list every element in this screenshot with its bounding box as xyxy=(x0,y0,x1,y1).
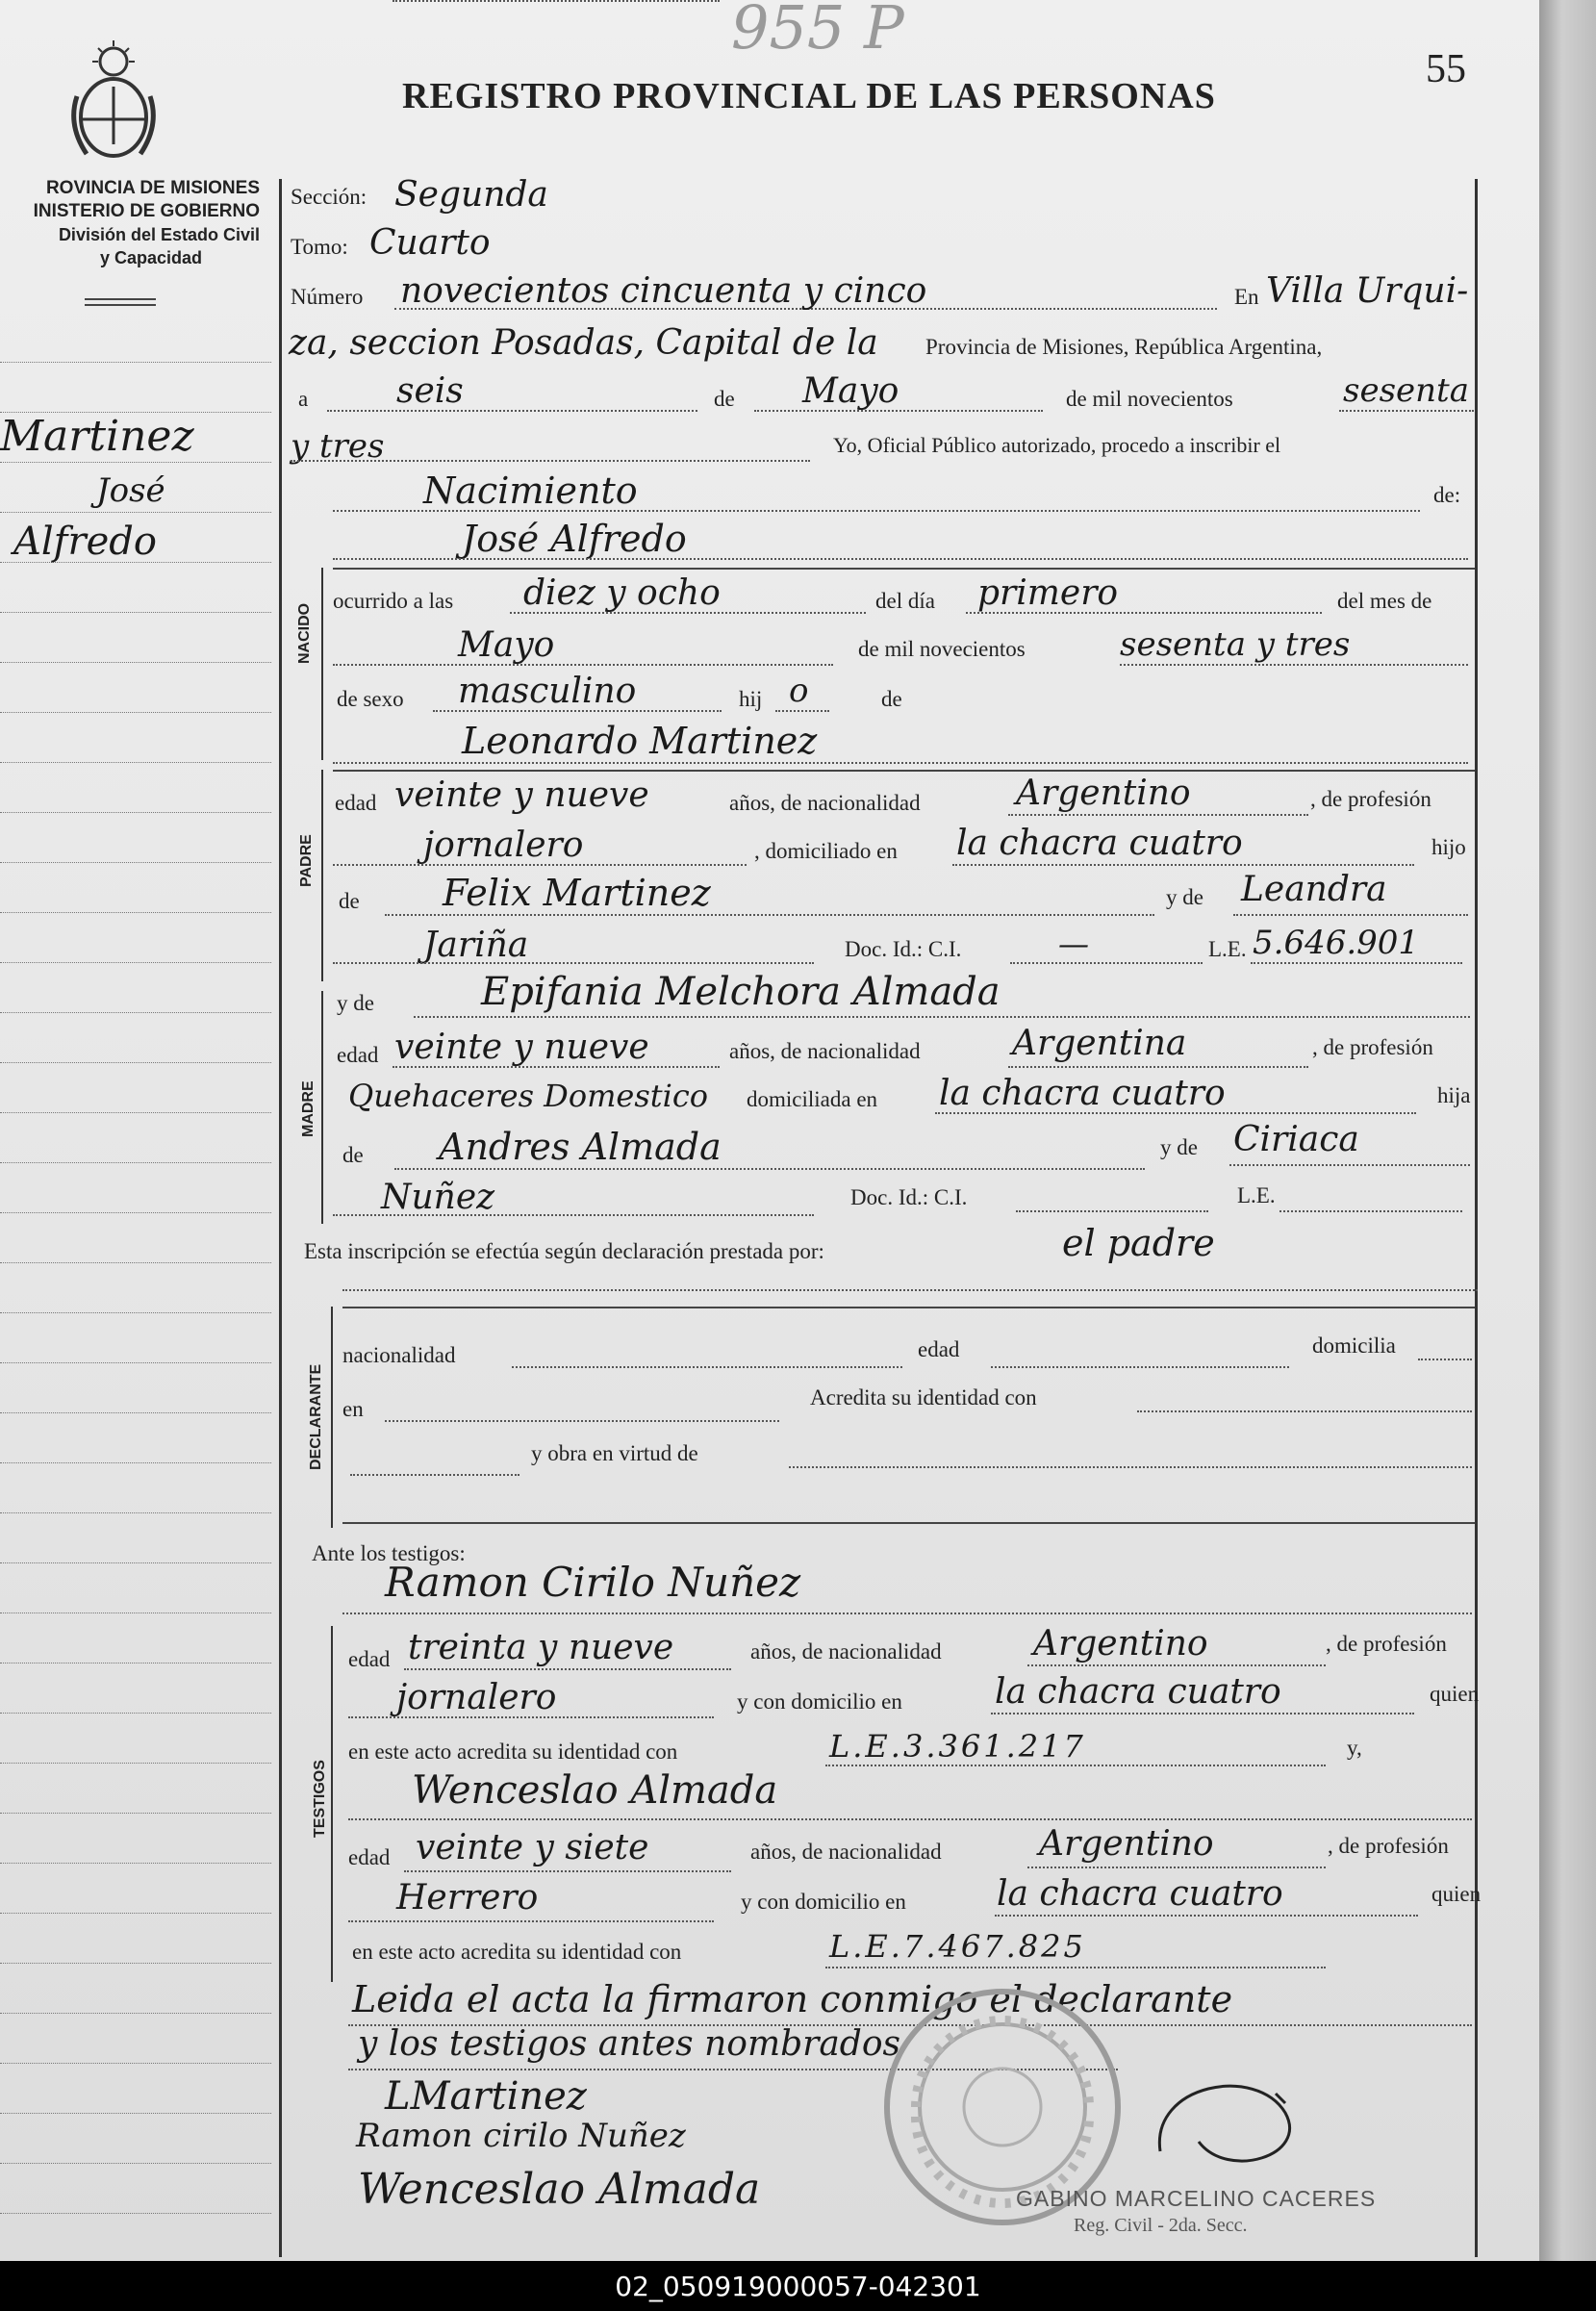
margin-rule-line xyxy=(0,812,271,813)
hij-label: hij xyxy=(739,687,763,711)
nacido-de-label: de xyxy=(881,687,902,711)
padre-edad-value: veinte y nueve xyxy=(394,775,649,815)
madre-parent2b-line xyxy=(333,1214,814,1216)
adjacent-page-edge xyxy=(1539,0,1596,2261)
w1-prof-label: , de profesión xyxy=(1326,1632,1447,1656)
de-colon-label: de: xyxy=(1433,483,1461,507)
w2-quien-label: quien xyxy=(1431,1882,1482,1906)
declarante-edad-label: edad xyxy=(918,1337,960,1361)
de-label: de xyxy=(714,387,735,411)
seccion-label: Sección: xyxy=(291,185,367,209)
padre-edad-label: edad xyxy=(335,791,377,815)
hour-value: diez y ocho xyxy=(523,573,721,613)
padre-doc-label: Doc. Id.: C.I. xyxy=(845,937,962,961)
w1-y-label: y, xyxy=(1347,1736,1362,1760)
provincia-text: Provincia de Misiones, República Argentina, xyxy=(925,335,1323,359)
padre-parent1-value: Felix Martinez xyxy=(443,872,711,914)
margin-given-name-2: Alfredo xyxy=(13,520,157,564)
padre-hijo-label: hijo xyxy=(1431,835,1466,859)
w2-prof-line xyxy=(348,1920,714,1922)
ministry-underline xyxy=(85,298,156,300)
w2-dom-line xyxy=(995,1915,1418,1917)
madre-doc-label: Doc. Id.: C.I. xyxy=(850,1185,968,1209)
declarante-bottom-line xyxy=(342,1522,1475,1524)
madre-dom-label: domiciliada en xyxy=(747,1087,878,1111)
w2-prof-value: Herrero xyxy=(396,1878,539,1917)
w1-id-value: L.E.3.361.217 xyxy=(829,1728,1086,1765)
nacido-section-label: NACIDO xyxy=(296,602,313,664)
w1-anos-label: años, de nacionalidad xyxy=(750,1639,942,1663)
declaracion-label: Esta inscripción se efectúa según declaración prestada por: xyxy=(304,1239,824,1263)
padre-parent2b-line xyxy=(333,962,814,964)
margin-rule-line xyxy=(0,1913,271,1914)
birth-month-line xyxy=(333,664,833,666)
place-continuation: za, seccion Posadas, Capital de la xyxy=(289,323,878,363)
w2-dom-value: la chacra cuatro xyxy=(997,1874,1283,1914)
madre-prof-label: , de profesión xyxy=(1312,1035,1433,1059)
birth-year-value: sesenta y tres xyxy=(1120,625,1351,664)
sexo-value: masculino xyxy=(458,672,637,711)
margin-surname: Martinez xyxy=(0,412,194,461)
padre-edad-line xyxy=(393,0,720,2)
margin-rule-line xyxy=(0,1713,271,1714)
coat-of-arms-icon xyxy=(63,38,164,168)
nacido-bracket xyxy=(321,568,323,760)
margin-rule-line xyxy=(0,1412,271,1413)
madre-le-label: L.E. xyxy=(1237,1183,1276,1207)
margin-rule-line xyxy=(0,512,271,513)
w2-dom-label: y con domicilio en xyxy=(741,1890,906,1914)
w1-prof-value: jornalero xyxy=(396,1678,557,1717)
madre-ydel-label: y de xyxy=(1160,1135,1198,1159)
officer-signature-icon xyxy=(1141,2065,1333,2185)
name-line xyxy=(333,558,1468,560)
w1-dom-value: la chacra cuatro xyxy=(995,1672,1281,1712)
margin-rule-line xyxy=(0,2063,271,2064)
declarante-en-line xyxy=(385,1420,779,1422)
padre-doc-ci-value: — xyxy=(1058,926,1089,962)
declarante-nac-line xyxy=(512,1366,902,1368)
ministry-block xyxy=(0,177,260,269)
w2-edad-label: edad xyxy=(348,1845,391,1869)
madre-prof-value: Quehaceres Domestico xyxy=(348,1078,709,1114)
hij-value: o xyxy=(789,672,809,710)
margin-rule-line xyxy=(0,862,271,863)
madre-edad-value: veinte y nueve xyxy=(394,1028,649,1067)
margin-given-name-1: José xyxy=(96,471,165,510)
birth-month-value: Mayo xyxy=(458,625,555,665)
madre-name-value: Epifania Melchora Almada xyxy=(481,970,1001,1014)
w2-anos-label: años, de nacionalidad xyxy=(750,1840,942,1864)
padre-top-line xyxy=(333,770,1475,772)
margin-rule-line xyxy=(0,1462,271,1463)
margin-rule-line xyxy=(0,1512,271,1513)
testigos-bracket xyxy=(331,1626,333,1982)
padre-le-line xyxy=(1251,962,1462,964)
margin-rule-line xyxy=(0,1012,271,1013)
margin-rule-line xyxy=(0,762,271,763)
madre-name-line xyxy=(414,1016,1470,1018)
declarante-nac-label: nacionalidad xyxy=(342,1343,456,1367)
madre-nac-value: Argentina xyxy=(1012,1024,1187,1063)
madre-le-line xyxy=(1279,1210,1462,1212)
birth-day-value: primero xyxy=(977,573,1119,613)
w1-nac-line xyxy=(1027,1664,1326,1666)
madre-edad-label: edad xyxy=(337,1043,379,1067)
margin-rule-line xyxy=(0,1312,271,1313)
padre-le-value: 5.646.901 xyxy=(1253,924,1420,962)
image-code: 02_050919000057-042301 xyxy=(615,2270,981,2302)
margin-rule-line xyxy=(0,1112,271,1113)
en-label: En xyxy=(1234,285,1259,309)
w1-id-line xyxy=(825,1765,1326,1766)
w1-edad-value: treinta y nueve xyxy=(408,1628,674,1667)
w1-acredita-label: en este acto acredita su identidad con xyxy=(348,1740,678,1764)
w1-dom-label: y con domicilio en xyxy=(737,1689,902,1714)
hij-line xyxy=(775,710,829,712)
sexo-label: de sexo xyxy=(337,687,404,711)
witness2-name-line xyxy=(348,1818,1472,1820)
numero-label: Número xyxy=(291,285,364,309)
en-value: Villa Urqui- xyxy=(1266,271,1469,311)
padre-prof-value: jornalero xyxy=(423,825,584,865)
left-border-line xyxy=(279,179,282,2257)
margin-rule-line xyxy=(0,2163,271,2164)
w2-edad-line xyxy=(404,1870,731,1872)
ministry-line-3: División del Estado Civil xyxy=(58,225,260,244)
madre-parent1-value: Andres Almada xyxy=(439,1126,722,1168)
signature-1: LMartinez xyxy=(385,2074,587,2119)
day-value: seis xyxy=(396,371,464,411)
declarante-edad-line xyxy=(991,1366,1289,1368)
w2-id-value: L.E.7.467.825 xyxy=(829,1928,1086,1965)
father-name-line xyxy=(333,762,1468,764)
declarante-acredita-label: Acredita su identidad con xyxy=(810,1385,1037,1409)
signature-2: Ramon cirilo Nuñez xyxy=(356,2117,686,2155)
madre-section-label: MADRE xyxy=(300,1080,317,1137)
w2-nac-value: Argentino xyxy=(1039,1824,1214,1864)
signature-3: Wenceslao Almada xyxy=(358,2165,761,2214)
year-line xyxy=(1339,410,1474,412)
padre-parent2b-value: Jariña xyxy=(423,926,529,965)
w2-nac-line xyxy=(1027,1867,1326,1868)
numero-value: novecientos cincuenta y cinco xyxy=(400,271,927,311)
month-value: Mayo xyxy=(802,371,899,411)
w2-acredita-label: en este acto acredita su identidad con xyxy=(352,1940,682,1964)
padre-yde-label: y de xyxy=(1166,885,1203,909)
padre-prof-label: , de profesión xyxy=(1310,787,1431,811)
padre-parent2-line xyxy=(1233,914,1468,916)
madre-parent2-value: Ciriaca xyxy=(1233,1120,1359,1159)
oficial-text: Yo, Oficial Público autorizado, procedo a inscribir el xyxy=(833,433,1281,457)
padre-le-label: L.E. xyxy=(1208,937,1247,961)
ministry-underline-2 xyxy=(85,304,156,306)
margin-rule-line xyxy=(0,2113,271,2114)
madre-parent1-line xyxy=(394,1168,1145,1170)
image-code-footer xyxy=(0,2261,1596,2311)
margin-rule-line xyxy=(0,462,271,463)
declarante-acredita-line xyxy=(1137,1410,1472,1412)
madre-nac-line xyxy=(1008,1066,1308,1068)
a-label: a xyxy=(298,387,309,411)
madre-parent2b-value: Nuñez xyxy=(381,1178,495,1217)
padre-doc-line xyxy=(1010,962,1203,964)
margin-rule-line xyxy=(0,1212,271,1213)
w1-quien-label: quien xyxy=(1430,1682,1480,1706)
margin-rule-line xyxy=(0,962,271,963)
ministry-line-1: ROVINCIA DE MISIONES xyxy=(45,178,260,198)
padre-bracket xyxy=(321,770,323,981)
father-name-value: Leonardo Martinez xyxy=(462,720,818,762)
madre-doc-line xyxy=(1016,1210,1208,1212)
witness2-name: Wenceslao Almada xyxy=(412,1768,778,1813)
document-title: REGISTRO PROVINCIAL DE LAS PERSONAS xyxy=(402,76,1216,116)
declarante-bracket xyxy=(331,1307,333,1528)
act-line xyxy=(333,510,1420,512)
w1-dom-line xyxy=(991,1713,1414,1714)
margin-rule-line xyxy=(0,612,271,613)
padre-parent1-line xyxy=(385,914,1154,916)
year-value-cont: y tres xyxy=(291,427,385,466)
margin-rule-line xyxy=(0,1062,271,1063)
margin-rule-line xyxy=(0,1963,271,1964)
margin-rule-line xyxy=(0,1863,271,1864)
closing-line-1: Leida el acta la firmaron conmigo el declarante xyxy=(352,1978,1233,2020)
madre-de-label: de xyxy=(342,1143,364,1167)
del-dia-label: del día xyxy=(875,589,935,613)
del-mes-label: del mes de xyxy=(1337,589,1432,613)
w1-edad-line xyxy=(404,1668,731,1670)
margin-rule-line xyxy=(0,662,271,663)
year-cont-line xyxy=(291,460,810,462)
seccion-value: Segunda xyxy=(394,175,548,215)
ministry-line-4: y Capacidad xyxy=(99,248,202,267)
officer-stamp-title: Reg. Civil - 2da. Secc. xyxy=(1074,2215,1248,2236)
margin-rule-line xyxy=(0,2013,271,2014)
testigos-ante-label: Ante los testigos: xyxy=(312,1541,466,1565)
margin-rule-line xyxy=(0,712,271,713)
declarante-obra-label: y obra en virtud de xyxy=(531,1441,698,1465)
margin-rule-line xyxy=(0,1813,271,1814)
padre-nac-line xyxy=(1008,814,1308,816)
padre-de-label: de xyxy=(339,889,360,913)
declarante-domicilia-label: domicilia xyxy=(1312,1333,1396,1358)
madre-hija-label: hija xyxy=(1437,1083,1471,1107)
madre-yde-label: y de xyxy=(337,991,374,1015)
page-number: 55 xyxy=(1426,47,1466,91)
madre-bracket xyxy=(321,991,323,1224)
top-handwritten-note: 955 P xyxy=(731,0,904,63)
madre-dom-value: la chacra cuatro xyxy=(939,1074,1226,1113)
declarante-section-label: DECLARANTE xyxy=(308,1363,324,1470)
tomo-label: Tomo: xyxy=(291,235,348,259)
w1-edad-label: edad xyxy=(348,1647,391,1671)
declarante-en-label: en xyxy=(342,1397,364,1421)
padre-section-label: PADRE xyxy=(298,834,315,887)
madre-parent2-line xyxy=(1229,1164,1470,1166)
margin-rule-line xyxy=(0,362,271,363)
padre-dom-value: la chacra cuatro xyxy=(956,824,1243,863)
birth-year-label: de mil novecientos xyxy=(858,637,1026,661)
officer-stamp-name: GABINO MARCELINO CACERES xyxy=(1016,2186,1377,2211)
padre-anos-label: años, de nacionalidad xyxy=(729,791,921,815)
margin-rule-line xyxy=(0,1262,271,1263)
birth-year-line xyxy=(1120,664,1468,666)
margin-rule-line xyxy=(0,2213,271,2214)
year-label: de mil novecientos xyxy=(1066,387,1233,411)
declarante-domicilia-line xyxy=(1418,1359,1472,1360)
right-border-line xyxy=(1475,179,1478,2257)
witness1-name-line xyxy=(342,1613,1472,1614)
margin-rule-line xyxy=(0,912,271,913)
declarante-top-line xyxy=(342,1307,1475,1308)
padre-dom-label: , domiciliado en xyxy=(754,839,898,863)
declaracion-value: el padre xyxy=(1062,1222,1215,1264)
margin-rule-line xyxy=(0,1562,271,1563)
day-line xyxy=(327,410,697,412)
closing-line-2: y los testigos antes nombrados xyxy=(358,2024,900,2064)
w1-nac-value: Argentino xyxy=(1033,1624,1208,1663)
tomo-value: Cuarto xyxy=(369,223,491,263)
year-value: sesenta xyxy=(1343,371,1469,410)
declarante-obra-line xyxy=(789,1466,1472,1468)
nacido-top-line xyxy=(333,568,1475,570)
declarante-obra-pre-line xyxy=(350,1474,519,1476)
margin-rule-line xyxy=(0,1763,271,1764)
registered-name-value: José Alfredo xyxy=(462,518,687,560)
w2-edad-value: veinte y siete xyxy=(416,1828,649,1867)
declaracion-line xyxy=(342,1289,1478,1291)
padre-nac-value: Argentino xyxy=(1016,774,1191,813)
act-value: Nacimiento xyxy=(423,470,638,512)
margin-rule-line xyxy=(0,1162,271,1163)
testigos-section-label: TESTIGOS xyxy=(312,1760,328,1838)
margin-rule-line xyxy=(0,1362,271,1363)
ministry-line-2: INISTERIO DE GOBIERNO xyxy=(33,201,260,221)
padre-parent2-value: Leandra xyxy=(1241,870,1387,909)
witness1-name: Ramon Cirilo Nuñez xyxy=(385,1559,801,1606)
padre-dom-line xyxy=(952,864,1414,866)
ocurrido-label: ocurrido a las xyxy=(333,589,454,613)
w2-id-line xyxy=(825,1967,1326,1968)
w2-prof-label: , de profesión xyxy=(1328,1834,1449,1858)
madre-anos-label: años, de nacionalidad xyxy=(729,1039,921,1063)
